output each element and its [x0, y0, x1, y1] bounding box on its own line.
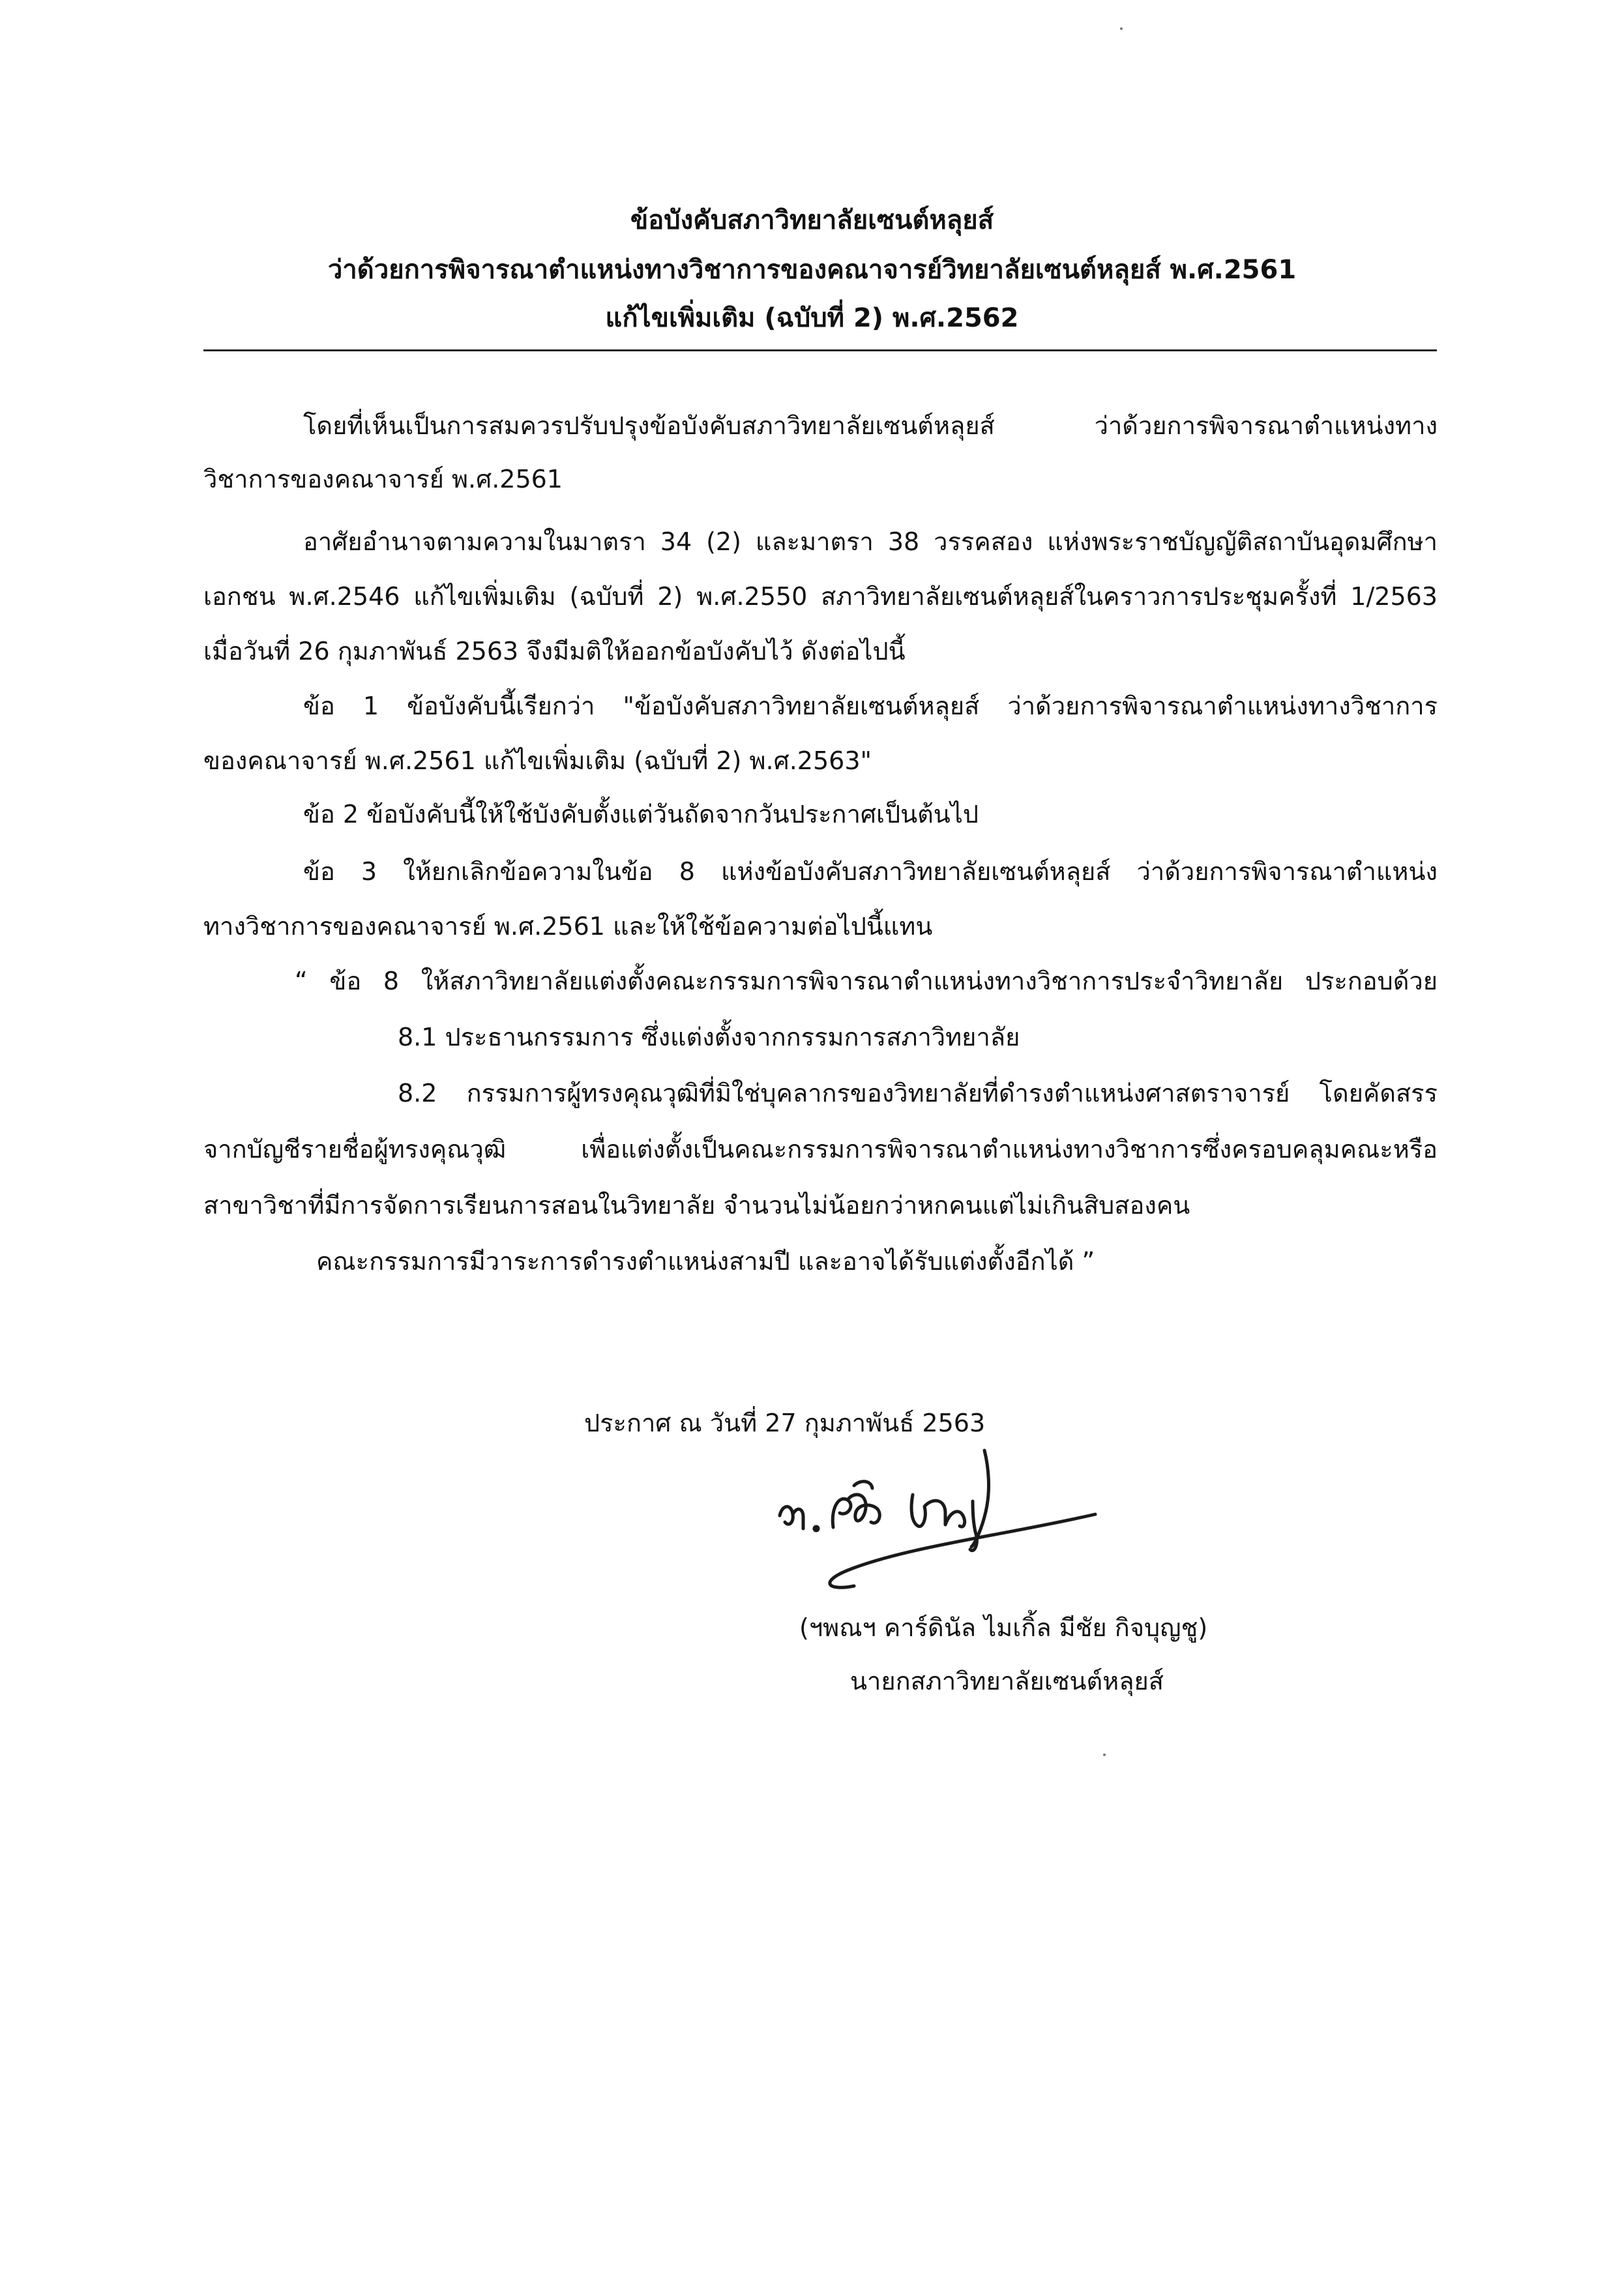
subclause-8-2-line3: สาขาวิชาที่มีการจัดการเรียนการสอนในวิทยาลัย จำนวนไม่น้อยกว่าหกคนแต่ไม่เกินสิบสองคน: [203, 1191, 1190, 1220]
announcement-date: ประกาศ ณ วันที่ 27 กุมภาพันธ์ 2563: [584, 1409, 986, 1437]
clause2-line1: ข้อ 2 ข้อบังคับนี้ให้ใช้บังคับตั้งแต่วันถัดจากวันประกาศเป็นต้นไป: [303, 800, 979, 829]
clause1-line2: ของคณาจารย์ พ.ศ.2561 แก้ไขเพิ่มเติม (ฉบับที่ 2) พ.ศ.2563": [203, 746, 872, 775]
signature-stroke: [911, 1495, 965, 1527]
signature-stroke: [854, 1482, 872, 1488]
document-title-line2: ว่าด้วยการพิจารณาตำแหน่งทางวิชาการของคณาจารย์วิทยาลัยเซนต์หลุยส์ พ.ศ.2561: [327, 255, 1297, 285]
document-title-line3: แก้ไขเพิ่มเติม (ฉบับที่ 2) พ.ศ.2562: [605, 303, 1019, 333]
scan-speck: [1120, 27, 1123, 30]
preamble-line2: วิชาการของคณาจารย์ พ.ศ.2561: [203, 465, 563, 493]
document-title-line1: ข้อบังคับสภาวิทยาลัยเซนต์หลุยส์: [630, 205, 994, 235]
scan-speck: [1103, 1754, 1106, 1756]
clause3-line1: ข้อ 3 ให้ยกเลิกข้อความในข้อ 8 แห่งข้อบังคับสภาวิทยาลัยเซนต์หลุยส์ ว่าด้วยการพิจารณาตำแหน่ง: [303, 857, 1438, 886]
preamble-line1: โดยที่เห็นเป็นการสมควรปรับปรุงข้อบังคับสภาวิทยาลัยเซนต์หลุยส์ ว่าด้วยการพิจารณาตำแหน่งทาง: [303, 411, 1438, 440]
authority-line2: เอกชน พ.ศ.2546 แก้ไขเพิ่มเติม (ฉบับที่ 2) พ.ศ.2550 สภาวิทยาลัยเซนต์หลุยส์ในคราวการประชุมครั้งที่ 1/2563: [203, 582, 1438, 611]
signature-stroke: [780, 1506, 803, 1529]
signer-name: (ฯพณฯ คาร์ดินัล ไมเกิ้ล มีชัย กิจบุญชู): [799, 1613, 1208, 1642]
subclause-8-1: 8.1 ประธานกรรมการ ซึ่งแต่งตั้งจากกรรมการสภาวิทยาลัย: [398, 1023, 1020, 1051]
clause1-line1: ข้อ 1 ข้อบังคับนี้เรียกว่า "ข้อบังคับสภาวิทยาลัยเซนต์หลุยส์ ว่าด้วยการพิจารณาตำแหน่งทางวิชาการ: [303, 692, 1438, 720]
signature-image: [756, 1431, 1121, 1600]
authority-line1: อาศัยอำนาจตามความในมาตรา 34 (2) และมาตรา 38 วรรคสอง แห่งพระราชบัญญัติสถาบันอุดมศึกษา: [303, 527, 1438, 556]
authority-line3: เมื่อวันที่ 26 กุมภาพันธ์ 2563 จึงมีมติให้ออกข้อบังคับไว้ ดังต่อไปนี้: [203, 637, 906, 666]
quote-clause8-line1: “ ข้อ 8 ให้สภาวิทยาลัยแต่งตั้งคณะกรรมการพิจารณาตำแหน่งทางวิชาการประจำวิทยาลัย ประกอบด้วย: [295, 967, 1438, 995]
signature-stroke: [833, 1495, 879, 1527]
subclause-8-2-line2: จากบัญชีรายชื่อผู้ทรงคุณวุฒิ เพื่อแต่งตั้งเป็นคณะกรรมการพิจารณาตำแหน่งทางวิชาการซึ่งครอบคลุมคณะหรือ: [203, 1135, 1438, 1164]
subclause-8-2-line1: 8.2 กรรมการผู้ทรงคุณวุฒิที่มิใช่บุคลากรของวิทยาลัยที่ดำรงตำแหน่งศาสตราจารย์ โดยคัดสรร: [398, 1079, 1438, 1108]
term-line: คณะกรรมการมีวาระการดำรงตำแหน่งสามปี และอาจได้รับแต่งตั้งอีกได้ ”: [316, 1247, 1095, 1276]
signer-title: นายกสภาวิทยาลัยเซนต์หลุยส์: [850, 1667, 1164, 1695]
signature-dot: [814, 1527, 818, 1531]
clause3-line2: ทางวิชาการของคณาจารย์ พ.ศ.2561 และให้ใช้ข้อความต่อไปนี้แทน: [203, 912, 933, 941]
title-divider: [203, 349, 1437, 351]
